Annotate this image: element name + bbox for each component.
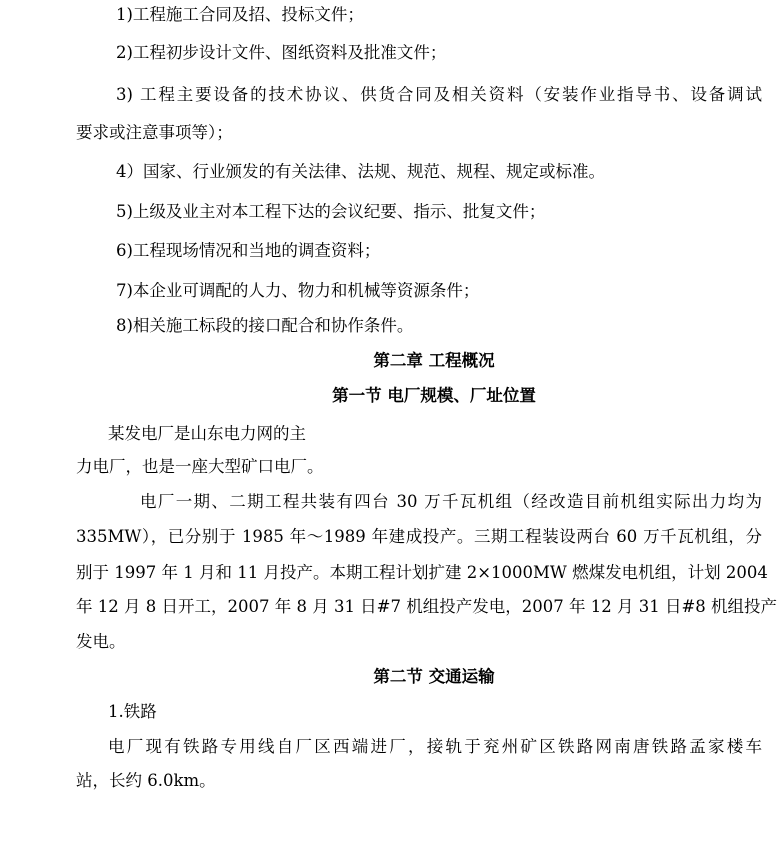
paragraph-line: 站，长约 6.0km。 [76,771,216,790]
list-item: 5)上级及业主对本工程下达的会议纪要、指示、批复文件； [116,202,546,221]
list-item: 2)工程初步设计文件、图纸资料及批准文件； [116,43,447,62]
list-item: 7)本企业可调配的人力、物力和机械等资源条件； [116,281,480,300]
list-item: 3) 工程主要设备的技术协议、供货合同及相关资料（安装作业指导书、设备调试 [116,85,762,104]
paragraph-line: 电厂现有铁路专用线自厂区西端进厂，接轨于兖州矿区铁路网南唐铁路孟家楼车 [108,737,762,756]
list-item: 1)工程施工合同及招、投标文件； [116,5,364,24]
list-item: 4）国家、行业颁发的有关法律、法规、规范、规程、规定或标准。 [116,162,605,181]
paragraph-line: 别于 1997 年 1 月和 11 月投产。本期工程计划扩建 2×1000MW 燃煤发电机组，计划 2004 [76,563,768,582]
paragraph-line: 发电。 [76,632,126,651]
list-item-continuation: 要求或注意事项等）； [76,123,233,142]
chapter-title: 第二章 工程概况 [373,351,495,370]
list-item: 6)工程现场情况和当地的调查资料； [116,241,381,260]
section-title: 第一节 电厂规模、厂址位置 [332,386,536,405]
paragraph-line: 电厂一期、二期工程共装有四台 30 万千瓦机组（经改造目前机组实际出力均为 [140,492,762,511]
paragraph-line: 某发电厂是山东电力网的主 [108,424,306,443]
paragraph-line: 335MW），已分别于 1985 年～1989 年建成投产。三期工程装设两台 60 万千瓦机组，分 [76,527,762,546]
paragraph-line: 年 12 月 8 日开工，2007 年 8 月 31 日#7 机组投产发电，2007 年 12 月 31 日#8 机组投产 [76,597,778,616]
section-title: 第二节 交通运输 [373,667,495,686]
list-item: 8)相关施工标段的接口配合和协作条件。 [116,316,414,335]
subsection-item: 1.铁路 [108,702,157,721]
paragraph-line: 力电厂，也是一座大型矿口电厂。 [76,457,324,476]
